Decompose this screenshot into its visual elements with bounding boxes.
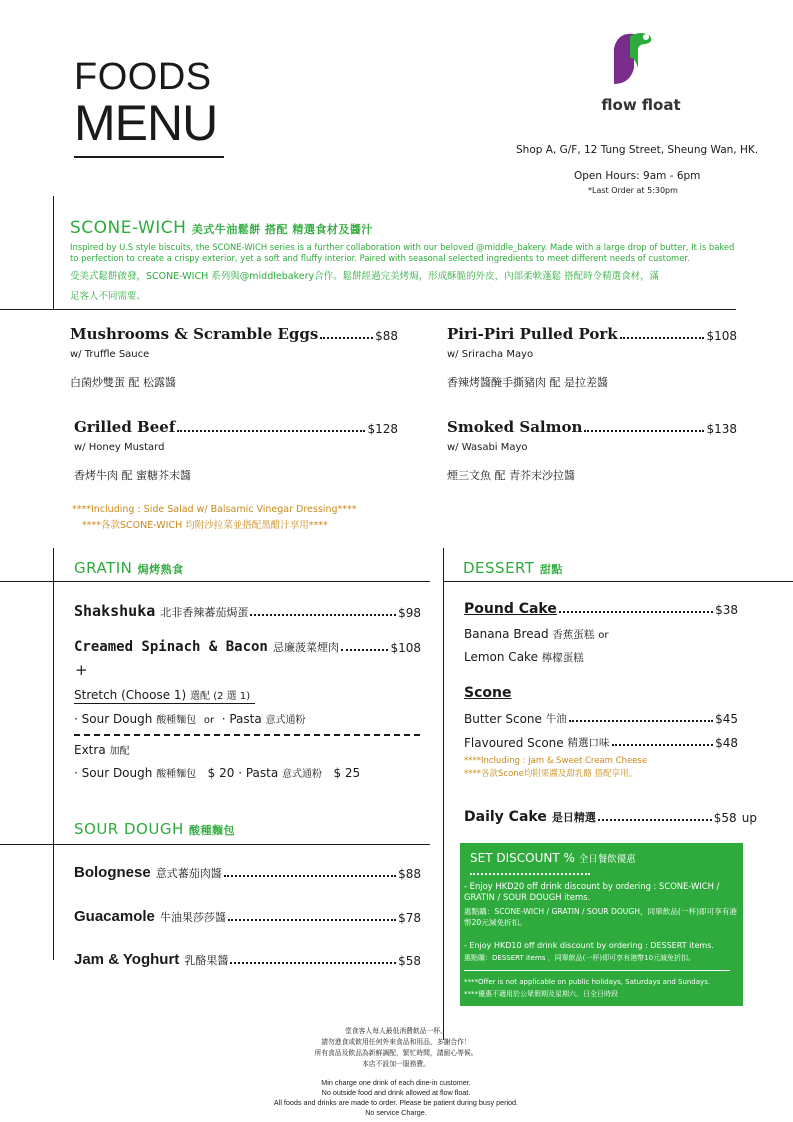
leader-dots	[559, 611, 713, 613]
scone-item-1	[70, 325, 398, 390]
gratin-title-zh: 焗烤熟食	[137, 563, 184, 576]
discount-note-en: ****Offer is not applicable on public holidays, Saturdays and Sundays.	[464, 978, 711, 986]
discount-note-zh: ****優惠不適用於公眾假期及星期六、日全日時段	[464, 990, 618, 998]
last-order: *Last Order at 5:30pm	[588, 186, 678, 195]
scone-wich-title: SCONE-WICH 美式牛油鬆餅 搭配 精選食材及醬汁	[70, 218, 373, 238]
scone-item-price: $88	[375, 329, 398, 343]
daily-cake-name: Daily Cake	[464, 809, 547, 825]
scone-item-sub: w/ Wasabi Mayo	[447, 442, 528, 453]
sour-item-1	[74, 862, 421, 881]
address: Shop A, G/F, 12 Tung Street, Sheung Wan, HK.	[516, 144, 759, 156]
flow-float-logo-icon	[584, 28, 704, 92]
footer-zh-line: 請勿進食或飲用任何外來食品和用品，多謝合作！	[321, 1038, 471, 1046]
dessert-pound-cake	[464, 601, 738, 617]
gratin-item-name: Creamed Spinach & Bacon	[74, 639, 268, 655]
scone-wich-desc-en: Inspired by U.S style biscuits, the SCONE-WICH series is a further collaboration with our beloved @middle_bakery. Made with a large drop of butter, It is baked to perfection to create a crispy exterior, yet a soft and fluffy interior. Paired with seasonal selected ingredients to meet different needs of customer.	[70, 242, 735, 263]
leader-dots	[598, 819, 712, 821]
scone-item-zh: 煙三文魚 配 青芥末沙拉醬	[447, 469, 575, 482]
scone-wich-rule	[0, 309, 736, 310]
menu-title-line1: FOODS	[74, 56, 212, 98]
discount-2-en: - Enjoy HKD10 off drink discount by ordering : DESSERT items.	[464, 941, 714, 950]
discount-2-zh: 惠點購：DESSERT items ，同單飲品(一杯)即可享有港幣10元減免折扣。	[464, 954, 696, 962]
sour-dough-title-zh: 酸種麵包	[189, 824, 236, 837]
sour-item-name: Guacamole	[74, 908, 155, 925]
discount-1-zh: 惠點購：SCONE-WICH / GRATIN / SOUR DOUGH，同單飲品(一杯)即可享有港幣20元減免折扣。	[464, 907, 738, 927]
scone-item-sub: w/ Sriracha Mayo	[447, 349, 534, 360]
discount-rule	[464, 970, 730, 971]
sour-dough-title: SOUR DOUGH 酸種麵包	[74, 820, 236, 838]
gratin-extras: · Sour Dough 酸種麵包 $ 20 · Pasta 意式通粉 $ 25	[74, 766, 361, 780]
dessert-rule	[443, 581, 793, 582]
dessert-lemon: Lemon Cake 檸檬蛋糕	[464, 650, 584, 664]
sour-item-price: $58	[398, 954, 421, 968]
sour-item-zh: 乳酪果醬	[184, 954, 229, 967]
scone-item-name: Smoked Salmon	[447, 418, 583, 436]
footer-en	[196, 1078, 596, 1118]
scone-item-zh: 香烤牛肉 配 蜜糖芥末醬	[74, 469, 191, 482]
scone-wich-title-zh: 美式牛油鬆餅 搭配 精選食材及醬汁	[191, 223, 373, 236]
scone-item-4	[447, 418, 737, 483]
gratin-item-zh: 忌廉菠菜煙肉	[272, 641, 339, 654]
gratin-item-1	[74, 601, 421, 620]
set-discount-box	[460, 843, 743, 1006]
footer-zh-line: 所有食品及飲品為新鮮調配，繁忙時間，請耐心等候。	[314, 1049, 478, 1057]
dessert-title: DESSERT 甜點	[463, 559, 563, 577]
daily-cake: Daily Cake 是日精選 $58 up	[464, 809, 757, 825]
leader-dots	[569, 720, 713, 722]
set-discount-wave	[470, 869, 590, 875]
gratin-plus: +	[75, 661, 88, 679]
sour-item-name: Bolognese	[74, 864, 151, 881]
scone-item-name: Mushrooms & Scramble Eggs	[70, 325, 319, 343]
scone-item-zh: 香辣烤醬醃手撕豬肉 配 是拉差醬	[447, 376, 608, 389]
leader-dots	[230, 962, 396, 964]
gratin-item-name: Shakshuka	[74, 602, 156, 620]
scone-item-price: $108	[706, 329, 737, 343]
gratin-dashed-rule	[74, 734, 420, 736]
sour-item-price: $78	[398, 911, 421, 925]
scone-wich-desc-zh-2: 足客人不同需要。	[70, 291, 147, 302]
scone-note-en: ****Including : Jam & Sweet Cream Cheese	[464, 756, 648, 766]
leader-dots	[224, 875, 396, 877]
sour-item-zh: 牛油果莎莎醬	[159, 911, 226, 924]
sour-item-name: Jam & Yoghurt	[74, 951, 180, 968]
leader-dots	[584, 430, 704, 432]
scone-item-price: $128	[367, 422, 398, 436]
leader-dots	[620, 337, 705, 339]
discount-1-en: - Enjoy HKD20 off drink discount by ordering : SCONE-WICH / GRATIN / SOUR DOUGH items.	[464, 881, 720, 902]
leader-dots	[228, 919, 396, 921]
scone-heading: Scone	[464, 685, 512, 701]
scone-item-sub: w/ Honey Mustard	[74, 442, 165, 453]
footer-en-line: All foods and drinks are made to order. Please be patient during busy period.	[273, 1098, 519, 1107]
leader-dots	[341, 649, 388, 651]
scone-wich-note-zh: ****各款SCONE-WICH 均附沙拉菜並搭配黑醋汁享用****	[82, 520, 328, 531]
pound-cake-name: Pound Cake	[464, 601, 557, 617]
pound-cake-price: $38	[715, 603, 738, 617]
gratin-item-price: $98	[398, 606, 421, 620]
flavoured-scone-price: $48	[715, 736, 738, 750]
set-discount-title: SET DISCOUNT % 全日餐飲優惠	[470, 851, 636, 865]
gratin-stretch-underline	[74, 703, 255, 704]
scone-item-price: $138	[706, 422, 737, 436]
dessert-banana: Banana Bread 香蕉蛋糕 or	[464, 627, 609, 641]
sour-dough-rule	[0, 844, 430, 845]
left-vertical-rule-bottom	[53, 548, 54, 960]
daily-cake-price: $58	[713, 811, 737, 825]
scone-item-name: Grilled Beef	[74, 418, 176, 436]
sour-item-3	[74, 949, 421, 968]
brand-name: flow float	[601, 96, 681, 114]
gratin-item-price: $108	[390, 641, 421, 655]
open-hours: Open Hours: 9am - 6pm	[574, 170, 701, 182]
scone-wich-note-en: ****Including : Side Salad w/ Balsamic Vinegar Dressing****	[72, 504, 357, 515]
leader-dots	[250, 614, 396, 616]
menu-title	[74, 58, 224, 158]
title-underline	[74, 156, 224, 158]
footer-en-line: No service Charge.	[365, 1108, 427, 1117]
scone-wich-desc-zh-1: 受美式鬆餅啟發，SCONE-WICH 系列與@middlebakery合作。鬆餅經過完美烤焗，形成酥脆的外皮，內部柔軟蓬鬆 搭配時令精選食材，滿	[70, 271, 660, 282]
scone-item-2	[447, 325, 737, 390]
leader-dots	[177, 430, 365, 432]
gratin-stretch: Stretch (Choose 1) 選配 (2 選 1)	[74, 688, 251, 702]
left-vertical-rule-top	[53, 196, 54, 310]
flavoured-scone: Flavoured Scone 精選口味 $48	[464, 736, 738, 750]
gratin-options: · Sour Dough 酸種麵包 or · Pasta 意式通粉	[74, 712, 306, 726]
gratin-item-zh: 北非香辣蕃茄焗蛋	[160, 606, 249, 619]
scone-item-zh: 白菌炒雙蛋 配 松露醬	[70, 376, 176, 389]
gratin-extra: Extra 加配	[74, 743, 130, 757]
menu-title-line2: MENU	[74, 95, 218, 151]
sour-item-2	[74, 906, 421, 925]
footer-zh-line: 堂食客人每人最低消費飲品一杯。	[345, 1027, 447, 1035]
butter-scone-price: $45	[715, 712, 738, 726]
leader-dots	[612, 744, 714, 746]
butter-scone: Butter Scone 牛油 $45	[464, 712, 738, 726]
scone-note-zh: ****各款Scone均附果醬及甜乳酪 搭配享用。	[464, 769, 638, 779]
footer-en-line: No outside food and drink allowed at flow float.	[321, 1088, 471, 1097]
scone-item-sub: w/ Truffle Sauce	[70, 349, 150, 360]
sour-item-zh: 意式蕃茄肉醬	[155, 867, 222, 880]
footer-zh	[196, 1026, 596, 1070]
scone-item-3	[74, 418, 398, 483]
gratin-item-2	[74, 636, 421, 655]
gratin-rule	[0, 581, 430, 582]
middle-vertical-rule	[443, 548, 444, 1040]
footer-zh-line: 本店不設加一服務費。	[362, 1060, 430, 1068]
footer-en-line: Min charge one drink of each dine-in customer.	[321, 1078, 471, 1087]
scone-item-name: Piri-Piri Pulled Pork	[447, 325, 618, 343]
sour-item-price: $88	[398, 867, 421, 881]
leader-dots	[320, 337, 373, 339]
dessert-title-zh: 甜點	[539, 563, 563, 576]
gratin-title: GRATIN 焗烤熟食	[74, 559, 184, 577]
brand-logo	[584, 28, 704, 120]
